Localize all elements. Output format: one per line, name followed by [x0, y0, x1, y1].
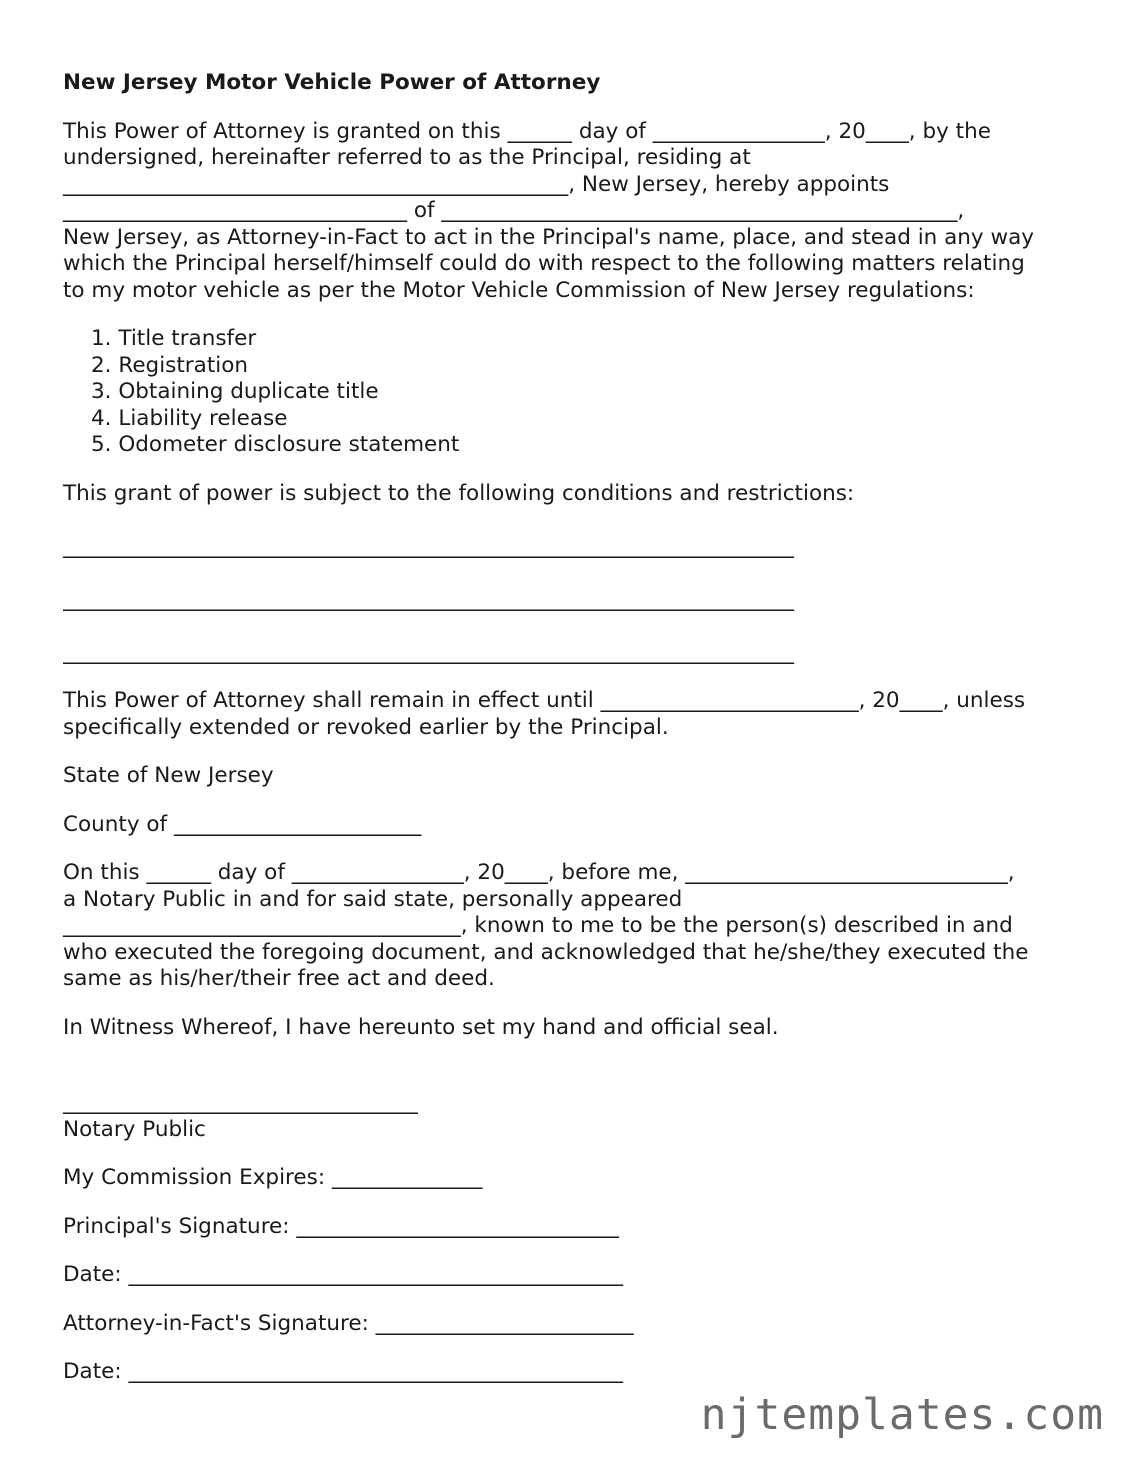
witness-line: In Witness Whereof, I have hereunto set my hand and official seal. [63, 1014, 779, 1040]
intro-line: which the Principal herself/himself could do with respect to the following matters relating [63, 251, 1025, 276]
intro-line: undersigned, hereinafter referred to as the Principal, residing at [63, 145, 751, 170]
notary-line: who executed the foregoing document, and acknowledged that he/she/they executed the [63, 939, 1029, 965]
notary-line: same as his/her/their free act and deed. [63, 966, 495, 991]
effect-line: This Power of Attorney shall remain in effect until ________________________, 20____, unless [63, 688, 1026, 713]
notary-signature-line[interactable]: _________________________________ [63, 1090, 418, 1115]
list-item: 5. Odometer disclosure statement [91, 432, 460, 457]
attorney-signature-field[interactable]: Attorney-in-Fact's Signature: ________________________ [63, 1310, 634, 1336]
intro-line: This Power of Attorney is granted on this ______ day of ________________, 20____, by the [63, 118, 991, 144]
intro-line: ________________________________ of ________________________________________________, [63, 198, 965, 223]
conditions-blanks [63, 534, 1083, 667]
notary-paragraph [63, 860, 1083, 993]
document-page [63, 70, 1083, 1408]
intro-line: to my motor vehicle as per the Motor Vehicle Commission of New Jersey regulations: [63, 277, 975, 303]
list-item: 4. Liability release [91, 405, 288, 431]
attorney-date-field[interactable]: Date: ______________________________________________ [63, 1359, 623, 1384]
principal-date-field[interactable]: Date: ______________________________________________ [63, 1262, 623, 1287]
intro-line: _______________________________________________, New Jersey, hereby appoints [63, 171, 890, 197]
document-title: New Jersey Motor Vehicle Power of Attorney [63, 70, 601, 95]
conditions-heading: This grant of power is subject to the following conditions and restrictions: [63, 480, 855, 506]
matters-list [63, 326, 1083, 459]
effect-line: specifically extended or revoked earlier by the Principal. [63, 714, 669, 740]
intro-paragraph [63, 119, 1083, 305]
list-item: 3. Obtaining duplicate title [91, 379, 379, 404]
notary-line: a Notary Public in and for said state, personally appeared [63, 886, 683, 912]
list-item: 2. Registration [91, 352, 248, 378]
watermark-logo: njtemplates.com [700, 1390, 1104, 1440]
list-item: 1. Title transfer [91, 326, 257, 351]
principal-signature-field[interactable]: Principal's Signature: ______________________________ [63, 1213, 619, 1239]
effect-paragraph [63, 688, 1083, 741]
notary-label: Notary Public [63, 1116, 206, 1142]
state-line: State of New Jersey [63, 763, 274, 788]
condition-blank-line[interactable]: ____________________________________________________________________ [63, 533, 794, 559]
condition-blank-line[interactable]: ____________________________________________________________________ [63, 586, 794, 612]
commission-expires-field[interactable]: My Commission Expires: ______________ [63, 1165, 483, 1190]
county-line: County of _______________________ [63, 811, 422, 837]
notary-line: On this ______ day of ________________, 20____, before me, ______________________________, [63, 860, 1015, 885]
notary-signature-block [63, 1090, 1083, 1143]
notary-line: _____________________________________, known to me to be the person(s) described in and [63, 913, 1013, 938]
condition-blank-line[interactable]: ____________________________________________________________________ [63, 639, 794, 665]
intro-line: New Jersey, as Attorney-in-Fact to act in the Principal's name, place, and stead in any way [63, 224, 1034, 250]
